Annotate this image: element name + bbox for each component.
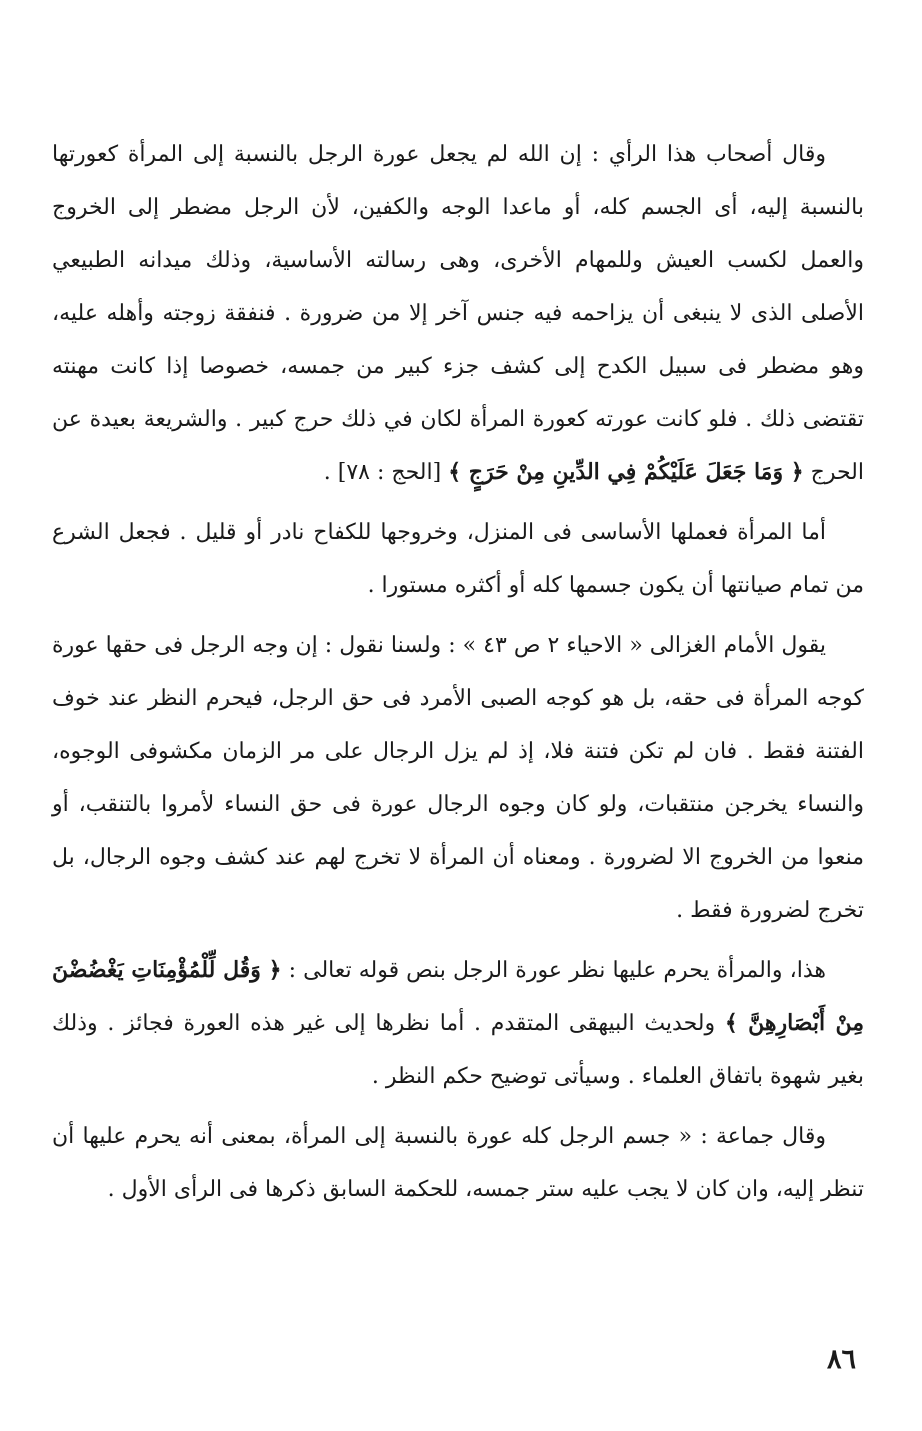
quran-verse-2: ﴿ وَقُل لِّلْمُؤْمِنَاتِ يَغْضُضْنَ مِنْ أَبْصَارِهِنَّ ﴾ — [52, 957, 864, 1036]
paragraph-4-text-a: هذا، والمرأة يحرم عليها نظر عورة الرجل بنص قوله تعالى : — [281, 958, 826, 983]
paragraph-1 — [52, 128, 864, 499]
page-text — [52, 128, 864, 1223]
paragraph-3-text: يقول الأمام الغزالى « الاحياء ٢ ص ٤٣ » : ولسنا نقول : إن وجه الرجل فى حقها عورة كوجه المرأة فى حقه، بل هو كوجه الصبى الأمرد فى حق الرجل، فيحرم النظر عند خوف الفتنة فقط . فان لم تكن فتنة فلا، إذ لم يزل الرجال على مر الزمان مكشوفى الوجوه، والنساء يخرجن منتقبات، ولو كان وجوه الرجال عورة فى حق النساء لأمروا بالتنقب، أو منعوا من الخروج الا لضرورة . ومعناه أن المرأة لا تخرج لهم عند كشف وجوه الرجال، بل تخرج لضرورة فقط . — [52, 633, 864, 923]
paragraph-5-text: وقال جماعة : « جسم الرجل كله عورة بالنسبة إلى المرأة، بمعنى أنه يحرم عليها أن تنظر إليه، وان كان لا يجب عليه ستر جمسه، للحكمة السابق ذكرها فى الرأى الأول . — [52, 1124, 864, 1202]
paragraph-1-text-b: [الحج : ٧٨] . — [323, 460, 449, 485]
paragraph-2-text: أما المرأة فعملها الأساسى فى المنزل، وخروجها للكفاح نادر أو قليل . فجعل الشرع من تمام صيانتها أن يكون جسمها كله أو أكثره مستورا . — [52, 520, 864, 598]
paragraph-3 — [52, 619, 864, 937]
paragraph-1-text-a: وقال أصحاب هذا الرأي : إن الله لم يجعل عورة الرجل بالنسبة إلى المرأة كعورتها بالنسبة إليه، أى الجسم كله، أو ماعدا الوجه والكفين، لأن الرجل مضطر إلى الخروج والعمل لكسب العيش وللمهام الأخرى، وهى رسالته الأساسية، وذلك ميدانه الطبيعي الأصلى الذى لا ينبغى أن يزاحمه فيه جنس آخر إلا من ضرورة . فنفقة زوجته وأهله عليه، وهو مضطر فى سبيل الكدح إلى كشف جزء كبير من جمسه، خصوصا إذا كانت مهنته تقتضى ذلك . فلو كانت عورته كعورة المرأة لكان في ذلك حرج كبير . والشريعة بعيدة عن الحرج — [52, 142, 864, 485]
page-number: ٨٦ — [826, 1344, 856, 1375]
paragraph-2 — [52, 506, 864, 612]
paragraph-4-text-b: ولحديث البيهقى المتقدم . أما نظرها إلى غير هذه العورة فجائز . وذلك بغير شهوة باتفاق العلماء . وسيأتى توضيح حكم النظر . — [52, 1011, 864, 1089]
paragraph-4 — [52, 944, 864, 1103]
paragraph-5 — [52, 1110, 864, 1216]
quran-verse-1: ﴿ وَمَا جَعَلَ عَلَيْكُمْ فِي الدِّينِ مِنْ حَرَجٍ ﴾ — [448, 459, 804, 485]
